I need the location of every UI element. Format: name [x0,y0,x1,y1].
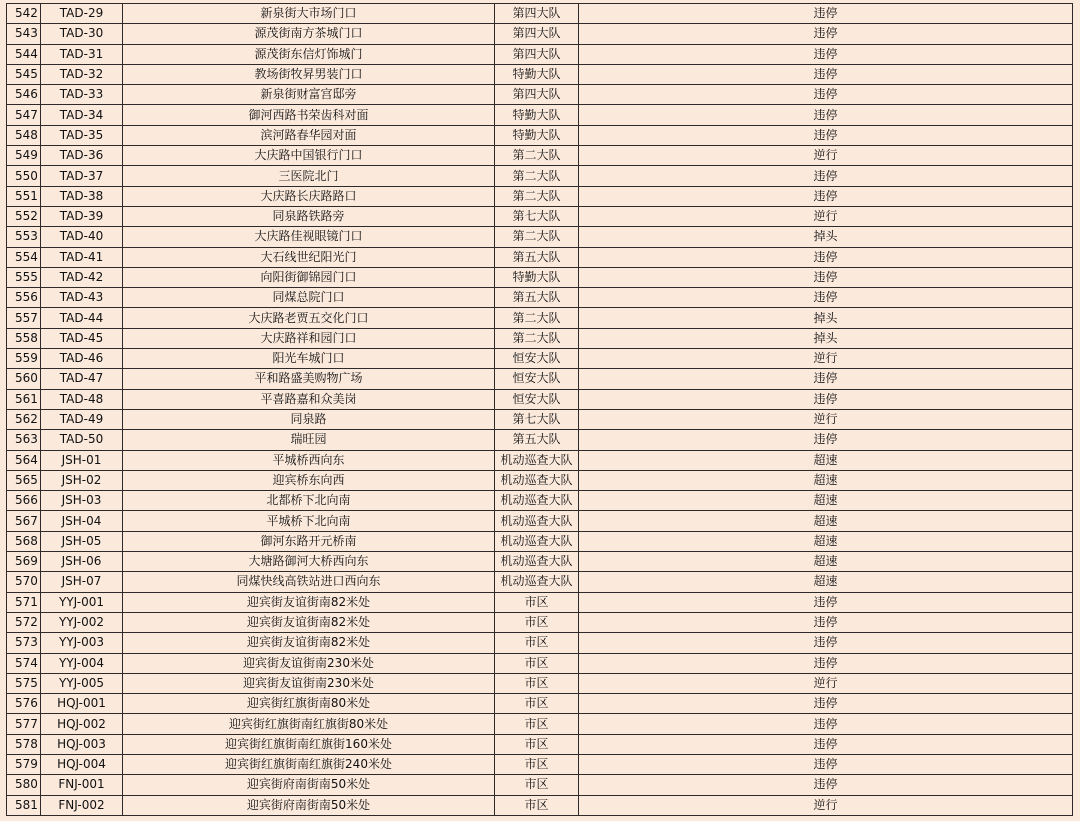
device-code-cell: JSH-02 [41,470,123,490]
device-code-cell: HQJ-004 [41,754,123,774]
table-row [7,247,1073,267]
unit-cell: 第二大队 [495,227,579,247]
location-cell: 迎宾街友谊街南230米处 [123,653,495,673]
unit-cell: 机动巡查大队 [495,450,579,470]
unit-cell: 市区 [495,795,579,815]
location-cell: 迎宾街友谊街南230米处 [123,673,495,693]
row-number-cell: 567 [7,511,41,531]
unit-cell: 第五大队 [495,430,579,450]
violation-type-cell: 违停 [579,734,1073,754]
unit-cell: 特勤大队 [495,125,579,145]
unit-cell: 第五大队 [495,288,579,308]
location-cell: 御河东路开元桥南 [123,531,495,551]
device-code-cell: TAD-49 [41,409,123,429]
violation-type-cell: 违停 [579,714,1073,734]
row-number-cell: 564 [7,450,41,470]
row-number-cell: 556 [7,288,41,308]
row-number-cell: 578 [7,734,41,754]
row-number-cell: 569 [7,552,41,572]
location-cell: 同煤总院门口 [123,288,495,308]
row-number-cell: 557 [7,308,41,328]
unit-cell: 第七大队 [495,206,579,226]
camera-location-table [6,3,1073,816]
violation-type-cell: 超速 [579,531,1073,551]
device-code-cell: TAD-31 [41,44,123,64]
table-row [7,4,1073,24]
location-cell: 大石线世纪阳光门 [123,247,495,267]
location-cell: 迎宾街红旗街南红旗街160米处 [123,734,495,754]
row-number-cell: 573 [7,633,41,653]
location-cell: 滨河路春华园对面 [123,125,495,145]
row-number-cell: 553 [7,227,41,247]
device-code-cell: HQJ-002 [41,714,123,734]
violation-type-cell: 超速 [579,511,1073,531]
violation-type-cell: 违停 [579,288,1073,308]
row-number-cell: 558 [7,328,41,348]
row-number-cell: 560 [7,369,41,389]
row-number-cell: 559 [7,349,41,369]
location-cell: 迎宾街友谊街南82米处 [123,612,495,632]
unit-cell: 恒安大队 [495,389,579,409]
violation-type-cell: 违停 [579,64,1073,84]
table-row [7,511,1073,531]
row-number-cell: 575 [7,673,41,693]
location-cell: 迎宾街友谊街南82米处 [123,633,495,653]
document-page [6,3,1072,816]
location-cell: 同煤快线高铁站进口西向东 [123,572,495,592]
table-row [7,146,1073,166]
row-number-cell: 565 [7,470,41,490]
unit-cell: 市区 [495,633,579,653]
device-code-cell: JSH-04 [41,511,123,531]
unit-cell: 机动巡查大队 [495,572,579,592]
location-cell: 大庆路佳视眼镜门口 [123,227,495,247]
row-number-cell: 580 [7,775,41,795]
unit-cell: 第二大队 [495,308,579,328]
table-row [7,470,1073,490]
location-cell: 迎宾街红旗街南80米处 [123,694,495,714]
violation-type-cell: 违停 [579,389,1073,409]
row-number-cell: 545 [7,64,41,84]
device-code-cell: TAD-41 [41,247,123,267]
device-code-cell: FNJ-002 [41,795,123,815]
location-cell: 迎宾街友谊街南82米处 [123,592,495,612]
violation-type-cell: 超速 [579,450,1073,470]
device-code-cell: HQJ-001 [41,694,123,714]
device-code-cell: TAD-48 [41,389,123,409]
table-row [7,552,1073,572]
table-row [7,734,1073,754]
violation-type-cell: 违停 [579,105,1073,125]
unit-cell: 机动巡查大队 [495,491,579,511]
row-number-cell: 543 [7,24,41,44]
table-row [7,754,1073,774]
device-code-cell: YYJ-003 [41,633,123,653]
device-code-cell: TAD-47 [41,369,123,389]
location-cell: 阳光车城门口 [123,349,495,369]
row-number-cell: 547 [7,105,41,125]
device-code-cell: TAD-38 [41,186,123,206]
table-row [7,450,1073,470]
table-row [7,227,1073,247]
row-number-cell: 552 [7,206,41,226]
table-row [7,572,1073,592]
unit-cell: 市区 [495,775,579,795]
location-cell: 大塘路御河大桥西向东 [123,552,495,572]
unit-cell: 第四大队 [495,85,579,105]
device-code-cell: TAD-43 [41,288,123,308]
table-row [7,612,1073,632]
location-cell: 源茂街南方茶城门口 [123,24,495,44]
table-row [7,653,1073,673]
location-cell: 迎宾街红旗街南红旗街80米处 [123,714,495,734]
row-number-cell: 555 [7,267,41,287]
unit-cell: 机动巡查大队 [495,552,579,572]
unit-cell: 特勤大队 [495,267,579,287]
violation-type-cell: 违停 [579,186,1073,206]
device-code-cell: TAD-29 [41,4,123,24]
violation-type-cell: 掉头 [579,227,1073,247]
location-cell: 大庆路长庆路路口 [123,186,495,206]
row-number-cell: 542 [7,4,41,24]
table-row [7,775,1073,795]
location-cell: 迎宾街府南街南50米处 [123,775,495,795]
unit-cell: 第七大队 [495,409,579,429]
unit-cell: 第二大队 [495,328,579,348]
violation-type-cell: 逆行 [579,795,1073,815]
unit-cell: 机动巡查大队 [495,511,579,531]
unit-cell: 市区 [495,734,579,754]
device-code-cell: JSH-03 [41,491,123,511]
table-row [7,125,1073,145]
location-cell: 新泉街财富宫邸旁 [123,85,495,105]
unit-cell: 市区 [495,653,579,673]
row-number-cell: 548 [7,125,41,145]
violation-type-cell: 逆行 [579,146,1073,166]
violation-type-cell: 违停 [579,166,1073,186]
row-number-cell: 570 [7,572,41,592]
device-code-cell: YYJ-004 [41,653,123,673]
device-code-cell: JSH-06 [41,552,123,572]
unit-cell: 第四大队 [495,24,579,44]
table-row [7,633,1073,653]
row-number-cell: 554 [7,247,41,267]
violation-type-cell: 违停 [579,754,1073,774]
unit-cell: 第四大队 [495,4,579,24]
violation-type-cell: 逆行 [579,409,1073,429]
location-cell: 同泉路铁路旁 [123,206,495,226]
violation-type-cell: 违停 [579,4,1073,24]
table-row [7,267,1073,287]
unit-cell: 恒安大队 [495,369,579,389]
row-number-cell: 563 [7,430,41,450]
table-row [7,409,1073,429]
location-cell: 迎宾街红旗街南红旗街240米处 [123,754,495,774]
violation-type-cell: 超速 [579,491,1073,511]
device-code-cell: TAD-35 [41,125,123,145]
unit-cell: 第二大队 [495,146,579,166]
location-cell: 大庆路祥和园门口 [123,328,495,348]
unit-cell: 第四大队 [495,44,579,64]
violation-type-cell: 违停 [579,247,1073,267]
row-number-cell: 581 [7,795,41,815]
table-row [7,673,1073,693]
violation-type-cell: 超速 [579,572,1073,592]
table-row [7,166,1073,186]
violation-type-cell: 掉头 [579,328,1073,348]
table-row [7,105,1073,125]
violation-type-cell: 违停 [579,369,1073,389]
device-code-cell: YYJ-005 [41,673,123,693]
device-code-cell: TAD-30 [41,24,123,44]
unit-cell: 市区 [495,694,579,714]
location-cell: 迎宾街府南街南50米处 [123,795,495,815]
device-code-cell: HQJ-003 [41,734,123,754]
location-cell: 向阳街御锦园门口 [123,267,495,287]
row-number-cell: 549 [7,146,41,166]
device-code-cell: TAD-46 [41,349,123,369]
location-cell: 新泉街大市场门口 [123,4,495,24]
table-row [7,288,1073,308]
table-row [7,64,1073,84]
table-row [7,328,1073,348]
row-number-cell: 579 [7,754,41,774]
device-code-cell: FNJ-001 [41,775,123,795]
table-body [7,4,1073,816]
row-number-cell: 566 [7,491,41,511]
unit-cell: 机动巡查大队 [495,470,579,490]
violation-type-cell: 超速 [579,552,1073,572]
row-number-cell: 551 [7,186,41,206]
table-row [7,592,1073,612]
unit-cell: 机动巡查大队 [495,531,579,551]
violation-type-cell: 违停 [579,592,1073,612]
unit-cell: 第二大队 [495,186,579,206]
device-code-cell: TAD-50 [41,430,123,450]
violation-type-cell: 违停 [579,430,1073,450]
location-cell: 御河西路书荣齿科对面 [123,105,495,125]
unit-cell: 市区 [495,612,579,632]
table-row [7,694,1073,714]
row-number-cell: 544 [7,44,41,64]
row-number-cell: 577 [7,714,41,734]
violation-type-cell: 逆行 [579,673,1073,693]
violation-type-cell: 违停 [579,612,1073,632]
table-row [7,531,1073,551]
device-code-cell: TAD-39 [41,206,123,226]
location-cell: 大庆路老贾五交化门口 [123,308,495,328]
device-code-cell: TAD-33 [41,85,123,105]
unit-cell: 特勤大队 [495,105,579,125]
unit-cell: 第二大队 [495,166,579,186]
table-row [7,714,1073,734]
table-row [7,430,1073,450]
row-number-cell: 562 [7,409,41,429]
location-cell: 大庆路中国银行门口 [123,146,495,166]
violation-type-cell: 违停 [579,44,1073,64]
table-row [7,24,1073,44]
row-number-cell: 561 [7,389,41,409]
unit-cell: 市区 [495,673,579,693]
location-cell: 同泉路 [123,409,495,429]
location-cell: 平喜路嘉和众美岗 [123,389,495,409]
device-code-cell: JSH-07 [41,572,123,592]
row-number-cell: 571 [7,592,41,612]
table-row [7,491,1073,511]
row-number-cell: 572 [7,612,41,632]
row-number-cell: 550 [7,166,41,186]
unit-cell: 市区 [495,754,579,774]
location-cell: 平城桥西向东 [123,450,495,470]
device-code-cell: TAD-44 [41,308,123,328]
device-code-cell: TAD-36 [41,146,123,166]
table-row [7,206,1073,226]
violation-type-cell: 违停 [579,694,1073,714]
violation-type-cell: 违停 [579,267,1073,287]
violation-type-cell: 违停 [579,633,1073,653]
table-row [7,369,1073,389]
device-code-cell: JSH-01 [41,450,123,470]
table-row [7,85,1073,105]
location-cell: 平城桥下北向南 [123,511,495,531]
unit-cell: 市区 [495,592,579,612]
device-code-cell: YYJ-002 [41,612,123,632]
unit-cell: 特勤大队 [495,64,579,84]
table-row [7,186,1073,206]
violation-type-cell: 逆行 [579,349,1073,369]
device-code-cell: TAD-40 [41,227,123,247]
table-row [7,308,1073,328]
device-code-cell: TAD-45 [41,328,123,348]
violation-type-cell: 超速 [579,470,1073,490]
violation-type-cell: 违停 [579,125,1073,145]
table-row [7,389,1073,409]
device-code-cell: TAD-42 [41,267,123,287]
device-code-cell: JSH-05 [41,531,123,551]
row-number-cell: 576 [7,694,41,714]
violation-type-cell: 掉头 [579,308,1073,328]
violation-type-cell: 违停 [579,85,1073,105]
location-cell: 源茂街东信灯饰城门 [123,44,495,64]
location-cell: 瑞旺园 [123,430,495,450]
table-row [7,44,1073,64]
device-code-cell: TAD-34 [41,105,123,125]
row-number-cell: 574 [7,653,41,673]
location-cell: 北都桥下北向南 [123,491,495,511]
violation-type-cell: 逆行 [579,206,1073,226]
violation-type-cell: 违停 [579,775,1073,795]
violation-type-cell: 违停 [579,653,1073,673]
location-cell: 教场街牧昇男装门口 [123,64,495,84]
row-number-cell: 546 [7,85,41,105]
device-code-cell: YYJ-001 [41,592,123,612]
violation-type-cell: 违停 [579,24,1073,44]
unit-cell: 第五大队 [495,247,579,267]
location-cell: 迎宾桥东向西 [123,470,495,490]
device-code-cell: TAD-37 [41,166,123,186]
location-cell: 三医院北门 [123,166,495,186]
table-row [7,795,1073,815]
device-code-cell: TAD-32 [41,64,123,84]
unit-cell: 市区 [495,714,579,734]
table-row [7,349,1073,369]
location-cell: 平和路盛美购物广场 [123,369,495,389]
unit-cell: 恒安大队 [495,349,579,369]
row-number-cell: 568 [7,531,41,551]
